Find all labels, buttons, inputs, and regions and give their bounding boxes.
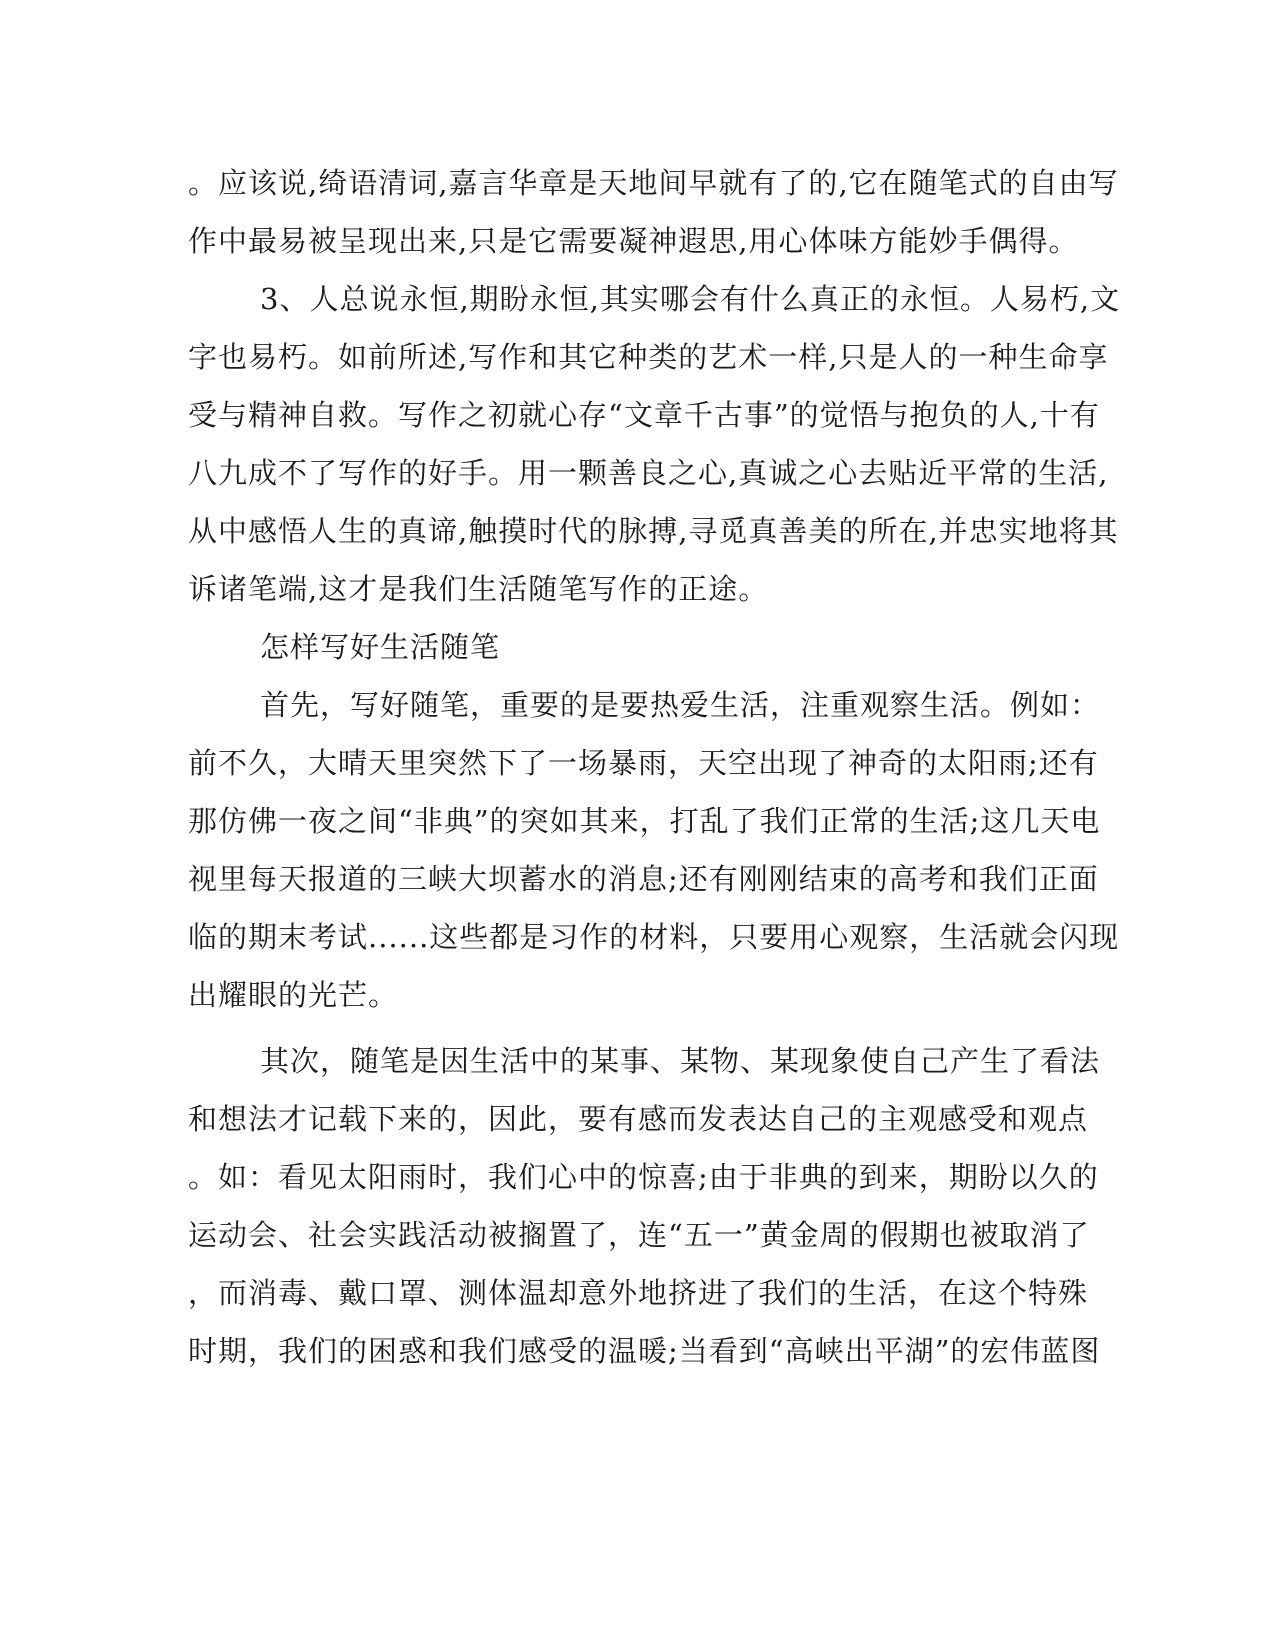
text-line: 其次，随笔是因生活中的某事、某物、某现象使自己产生了看法 bbox=[260, 1044, 1101, 1078]
text-line: 作中最易被呈现出来,只是它需要凝神遐思,用心体味方能妙手偶得。 bbox=[188, 224, 1079, 258]
text-line: 前不久，大晴天里突然下了一场暴雨，天空出现了神奇的太阳雨;还有 bbox=[188, 746, 1099, 780]
text-line: 八九成不了写作的好手。用一颗善良之心,真诚之心去贴近平常的生活, bbox=[188, 456, 1109, 490]
text-line: 3、人总说永恒,期盼永恒,其实哪会有什么真正的永恒。人易朽,文 bbox=[260, 282, 1121, 316]
text-line: 那仿佛一夜之间“非典”的突如其来，打乱了我们正常的生活;这几天电 bbox=[188, 804, 1101, 838]
text-line: ，而消毒、戴口罩、测体温却意外地挤进了我们的生活，在这个特殊 bbox=[188, 1276, 1089, 1310]
text-line: 和想法才记载下来的，因此，要有感而发表达自己的主观感受和观点 bbox=[188, 1102, 1089, 1136]
text-line: 。应该说,绮语清词,嘉言华章是天地间早就有了的,它在随笔式的自由写 bbox=[188, 166, 1119, 200]
text-line: 视里每天报道的三峡大坝蓄水的消息;还有刚刚结束的高考和我们正面 bbox=[188, 862, 1099, 896]
text-line: 出耀眼的光芒。 bbox=[188, 978, 399, 1012]
text-line: 临的期末考试......这些都是习作的材料，只要用心观察，生活就会闪现 bbox=[188, 920, 1120, 954]
text-line: 首先，写好随笔，重要的是要热爱生活，注重观察生活。例如： bbox=[260, 688, 1101, 722]
text-line: 诉诸笔端,这才是我们生活随笔写作的正途。 bbox=[188, 572, 769, 606]
text-line: 运动会、社会实践活动被搁置了，连“五一”黄金周的假期也被取消了 bbox=[188, 1218, 1090, 1252]
text-line: 从中感悟人生的真谛,触摸时代的脉搏,寻觅真善美的所在,并忠实地将其 bbox=[188, 514, 1119, 548]
text-line: 字也易朽。如前所述,写作和其它种类的艺术一样,只是人的一种生命享 bbox=[188, 340, 1109, 374]
text-line: 时期，我们的困惑和我们感受的温暖;当看到“高峡出平湖”的宏伟蓝图 bbox=[188, 1334, 1101, 1368]
text-line: 受与精神自救。写作之初就心存“文章千古事”的觉悟与抱负的人,十有 bbox=[188, 398, 1100, 432]
section-heading: 怎样写好生活随笔 bbox=[260, 630, 501, 664]
text-line: 。如：看见太阳雨时，我们心中的惊喜;由于非典的到来，期盼以久的 bbox=[188, 1160, 1099, 1194]
